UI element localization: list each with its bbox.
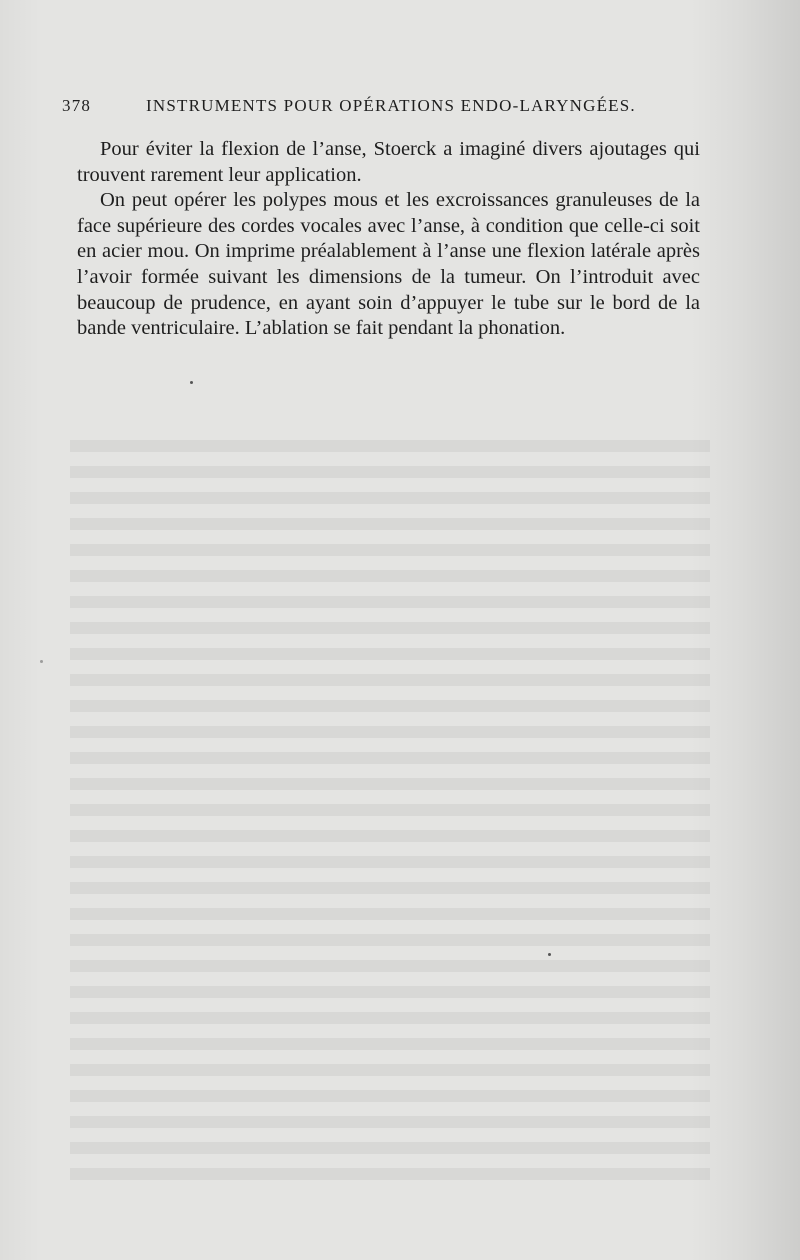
paper-speck: [190, 381, 193, 384]
show-through-text: [70, 440, 710, 1180]
paragraph-2: On peut opérer les polypes mous et les excroissances granuleuses de la face supérieure des cordes vocales avec l’anse, à condition que celle-ci soit en acier mou. On imprime préalablement à l’anse une flexion latérale après l’avoir formée suivant les dimensions de la tumeur. On l’introduit avec beaucoup de prudence, en ayant soin d’appuyer le tube sur le bord de la bande ventriculaire. L’ablation se fait pendant la phonation.: [77, 189, 700, 340]
page-number: 378: [62, 96, 92, 115]
body-text: [77, 137, 700, 342]
paper-speck: [40, 660, 43, 663]
running-title: INSTRUMENTS POUR OPÉRATIONS ENDO-LARYNGÉES.: [146, 96, 636, 115]
paper-speck: [548, 953, 551, 956]
paragraph-1: Pour éviter la flexion de l’anse, Stoerck a imaginé divers ajoutages qui trouvent rarement leur application.: [77, 138, 700, 186]
running-head: [62, 96, 702, 120]
